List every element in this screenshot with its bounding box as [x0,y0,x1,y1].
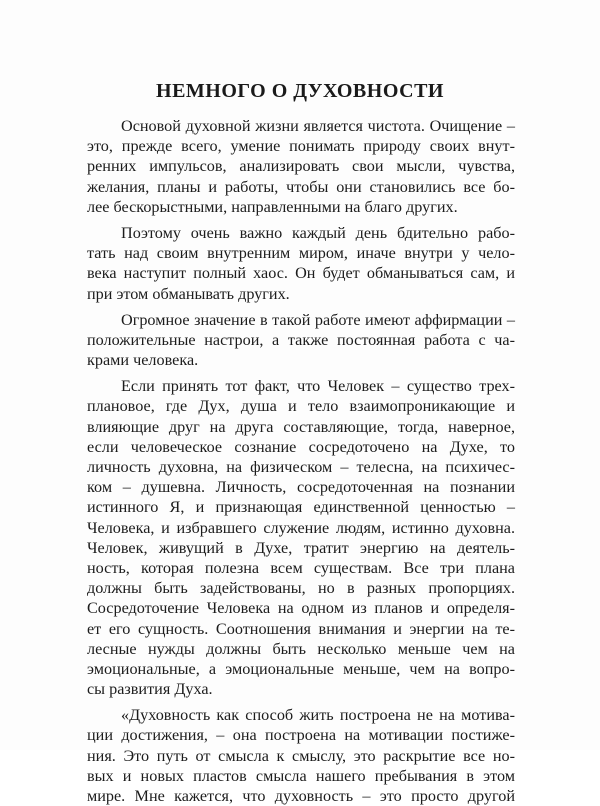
text-line: Основой духовной жизни является чистота. Очищение – [121,117,515,135]
text-line: Если принять тот факт, что Человек – существо трех- [121,377,515,396]
text-line: личность духовна, на физическом – телесна, на психичес- [87,458,515,476]
text-line: эмоциональные, а эмоциональные меньше, чем на вопро- [87,659,515,678]
text-line: истинного Я, и признающая единственной ценностью – [87,498,515,517]
paragraph [87,310,515,371]
text-line: Сосредоточение Человека на одном из планов и определя- [87,599,515,618]
text-line: Человека, и избравшего служение людям, истинно духовна. [87,518,515,537]
text-line: при этом обманывать других. [87,284,290,303]
text-line: желания, планы и работы, чтобы они становились все бо- [87,177,515,196]
text-line: крами человека. [87,351,199,370]
text-line: «Духовность как способ жить построена не на мотива- [121,706,515,725]
text-line: сы развития Духа. [87,680,213,699]
text-line: ность, которая полезна всем существам. Все три плана [87,558,515,577]
text-line: если человеческое сознание сосредоточено на Духе, то [87,437,515,456]
text-line: плановое, где Дух, душа и тело взаимопроникающие и [87,397,515,416]
text-line: ции достижения, – она построена на мотивации постиже- [87,726,515,745]
paragraph [87,116,515,217]
text-line: ком – душевна. Личность, сосредоточенная на познании [87,478,515,497]
body-text [87,116,515,806]
text-line: положительные настрои, а также постоянная работа с ча- [87,330,515,349]
text-line: Огромное значение в такой работе имеют аффирмации – [121,310,515,329]
text-line: влияющие друг на друга составляющие, тогда, наверное, [87,417,515,436]
text-line: лее бескорыстными, направленными на благо других. [87,197,458,216]
text-line: ренних импульсов, анализировать свои мысли, чувства, [87,157,515,176]
text-line: ет его сущность. Соотношения внимания и энергии на те- [87,619,515,638]
text-line: Поэтому очень важно каждый день бдительно рабо- [121,223,515,242]
text-line: это, прежде всего, умение понимать природу своих внут- [87,137,515,156]
text-line: века наступит полный хаос. Он будет обманываться сам, и [87,264,515,283]
text-line: мире. Мне кажется, что духовность – это просто другой [87,787,515,805]
page-title: НЕМНОГО О ДУХОВНОСТИ [156,80,444,102]
paragraph [87,223,515,304]
text-line: Человек, живущий в Духе, тратит энергию на деятель- [87,538,515,557]
text-line: лесные нужды должны быть несколько меньше чем на [87,639,515,658]
paragraph [87,705,515,806]
paragraph [87,376,515,699]
text-line: вых и новых пластов смысла нашего пребывания в этом [87,766,515,785]
text-line: должны быть задействованы, но в разных пропорциях. [87,579,515,598]
text-line: ния. Это путь от смысла к смыслу, это раскрытие все но- [87,746,515,765]
text-line: тать над своим внутренним миром, иначе внутри у чело- [87,244,515,263]
